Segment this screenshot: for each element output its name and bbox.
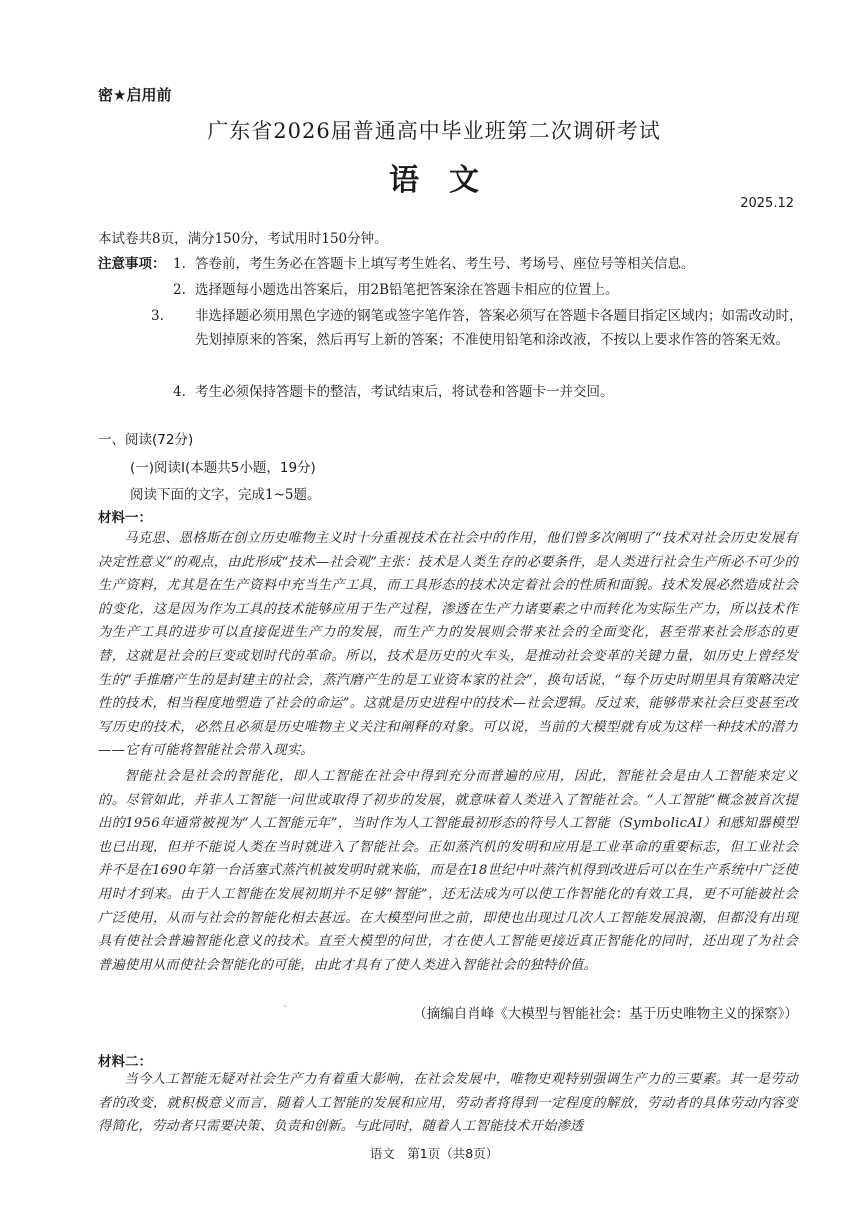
secret-label: 密★启用前	[98, 86, 172, 104]
notice-item-2	[173, 278, 813, 302]
page-footer: 语文 第1页（共8页）	[369, 1146, 499, 1161]
notice-item-text: 非选择题必须用黑色字迹的钢笔或签字笔作答，答案必须写在答题卡各题目指定区域内；如需改动时，先划掉原来的答案，然后再写上新的答案；不准使用铅笔和涂改液，不按以上要求作答的答案无效。	[195, 308, 803, 348]
exam-date: 2025.12	[740, 196, 794, 211]
notice-item-number: 2.	[173, 282, 186, 298]
material-1-source: （摘编自肖峰《大模型与智能社会：基于历史唯物主义的探察》）	[413, 1006, 798, 1022]
material-1-paragraph-2: 智能社会是社会的智能化，即人工智能在社会中得到充分而普遍的应用，因此，智能社会是由人工智能来定义的。尽管如此，并非人工智能一问世或取得了初步的发展，就意味着人类进入了智能社会。“人工智能”概念被首次提出的1956年通常被视为“人工智能元年”，当时作为人工智能最初形态的符号人工智能（SymbolicAI）和感知器模型也已出现，但并不能说人类在当时就进入了智能社会。正如蒸汽机的发明和应用是工业革命的重要标志，但工业社会并不是在1690年第一台活塞式蒸汽机被发明时就来临，而是在18世纪中叶蒸汽机得到改进后可以在生产系统中广泛使用时才到来。由于人工智能在发展初期并不足够“智能”，还无法成为可以使工作智能化的有效工具，更不可能被社会广泛使用，从而与社会的智能化相去甚远。在大模型问世之前，即使也出现过几次人工智能发展浪潮，但都没有出现具有使社会普遍智能化意义的技术。直至大模型的问世，才在使人工智能更接近真正智能化的同时，还出现了为社会普遍使用从而使社会智能化的可能，由此才具有了使人类进入智能社会的独特价值。	[98, 769, 798, 973]
notice-item-3	[151, 304, 815, 352]
notice-item-text: 答卷前，考生务必在答题卡上填写考生姓名、考生号、考场号、座位号等相关信息。	[195, 256, 695, 272]
material-2-paragraph-1: 当今人工智能无疑对社会生产力有着重大影响，在社会发展中，唯物史观特别强调生产力的三要素。其一是劳动者的改变，就积极意义而言，随着人工智能的发展和应用，劳动者将得到一定程度的解放，劳动者的具体劳动内容变得简化，劳动者只需要决策、负责和创新。与此同时，随着人工智能技术开始渗透	[98, 1072, 798, 1135]
notice-item-4	[173, 380, 813, 404]
exam-title: 广东省2026届普通高中毕业班第二次调研考试	[207, 119, 661, 143]
notice-item-text: 考生必须保持答题卡的整洁，考试结束后，将试卷和答题卡一并交回。	[195, 384, 614, 400]
subject-title: 语文	[389, 163, 509, 198]
scan-mark: ‵	[284, 1005, 287, 1016]
notice-item-text: 选择题每小题选出答案后，用2B铅笔把答案涂在答题卡相应的位置上。	[195, 282, 619, 298]
notice-item-number: 4.	[173, 384, 186, 400]
section-heading: 一、阅读(72分)	[98, 432, 194, 448]
material-2-title: 材料二：	[98, 1054, 152, 1070]
exam-info: 本试卷共8页，满分150分，考试用时150分钟。	[98, 231, 388, 247]
material-1-paragraph-1: 马克思、恩格斯在创立历史唯物主义时十分重视技术在社会中的作用，他们曾多次阐明了“技术对社会历史发展有决定性意义”的观点，由此形成“技术—社会观”主张：技术是人类生存的必要条件，是人类进行社会生产所必不可少的生产资料，尤其是在生产资料中充当生产工具，而工具形态的技术决定着社会的性质和面貌。技术发展必然造成社会的变化，这是因为作为工具的技术能够应用于生产过程，渗透在生产力诸要素之中而转化为实际生产力，所以技术作为生产工具的进步可以直接促进生产力的发展，而生产力的发展则会带来社会的全面变化，甚至带来社会形态的更替，这就是社会的巨变或划时代的革命。所以，技术是历史的火车头，是推动社会变革的关键力量，如历史上曾经发生的“手推磨产生的是封建主的社会，蒸汽磨产生的是工业资本家的社会”，换句话说，“每个历史时期里具有策略决定性的技术，相当程度地塑造了社会的命运”。这就是历史进程中的技术—社会逻辑。反过来，能够带来社会巨变甚至改写历史的技术，必然且必须是历史唯物主义关注和阐释的对象。可以说，当前的大模型就有成为这样一种技术的潜力——它有可能将智能社会带入现实。	[98, 531, 798, 759]
material-1-title: 材料一：	[98, 510, 152, 526]
notice-item-1	[173, 252, 813, 276]
notice-item-number: 1.	[173, 256, 186, 272]
notice-label: 注意事项：	[98, 256, 166, 272]
reading-instruction: 阅读下面的文字，完成1~5题。	[130, 487, 321, 503]
notice-item-number: 3.	[151, 308, 164, 324]
subsection-heading: (一)阅读Ⅰ(本题共5小题，19分)	[130, 460, 316, 476]
